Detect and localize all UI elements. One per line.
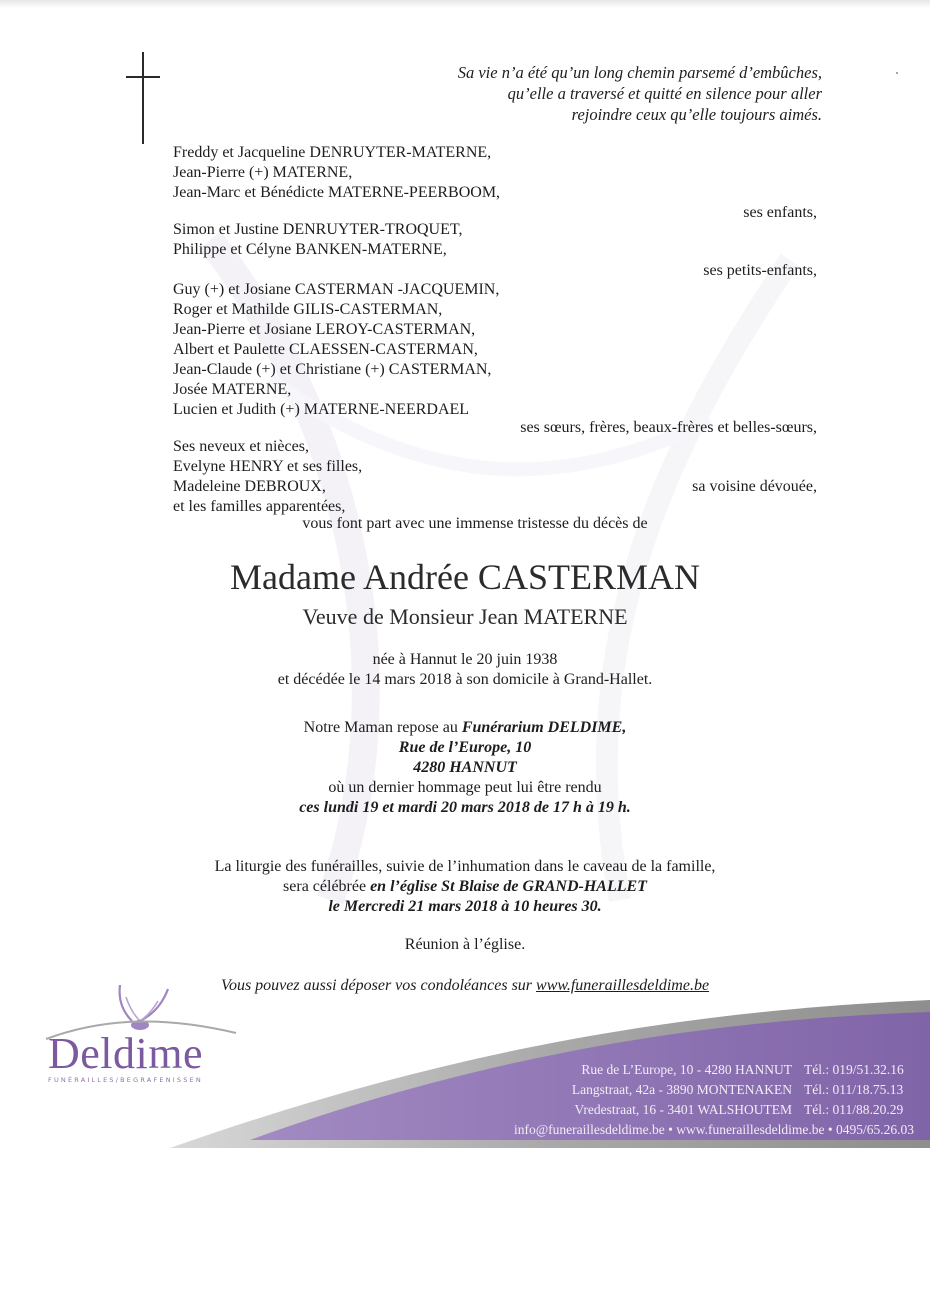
family-name: Jean-Pierre et Josiane LEROY-CASTERMAN,	[173, 321, 476, 338]
family-name: Guy (+) et Josiane CASTERMAN -JACQUEMIN,	[173, 281, 500, 298]
siblings-list	[173, 280, 499, 420]
epitaph-line: qu’elle a traversé et quitté en silence pour aller	[507, 84, 822, 103]
widow-of: Veuve de Monsieur Jean MATERNE	[302, 604, 628, 629]
address: Langstraat, 42a - 3890 MONTENAKEN	[571, 1082, 792, 1097]
life-dates	[0, 650, 930, 690]
birth-line: née à Hannut le 20 juin 1938	[372, 651, 558, 668]
contact-line: info@funeraillesdeldime.be • www.funeraillesdeldime.be • 0495/65.26.03	[513, 1122, 914, 1137]
funerarium-city: 4280 HANNUT	[413, 759, 517, 776]
others-relation: sa voisine dévouée,	[692, 478, 817, 495]
family-name: Roger et Mathilde GILIS-CASTERMAN,	[173, 301, 443, 318]
address-row	[514, 1100, 914, 1120]
family-name: Josée MATERNE,	[173, 381, 292, 398]
family-name: Ses neveux et nièces,	[173, 438, 309, 455]
condolences-text: Vous pouvez aussi déposer vos condoléances sur	[220, 977, 537, 994]
family-name: Freddy et Jacqueline DENRUYTER-MATERNE,	[173, 144, 492, 161]
epitaph	[302, 62, 822, 125]
epitaph-line: Sa vie n’a été qu’un long chemin parsemé d’embûches,	[457, 63, 822, 82]
funerarium-name: Funérarium DELDIME,	[461, 719, 627, 736]
family-name: Evelyne HENRY et ses filles,	[173, 458, 363, 475]
address: Rue de L’Europe, 10 - 4280 HANNUT	[581, 1062, 792, 1077]
scan-speck	[896, 72, 898, 74]
family-name: Jean-Claude (+) et Christiane (+) CASTERMAN,	[173, 361, 492, 378]
cross-icon	[124, 52, 164, 144]
grandchildren-relation: ses petits-enfants,	[703, 262, 817, 279]
liturgy-date: le Mercredi 21 mars 2018 à 10 heures 30.	[328, 898, 602, 915]
condolences-link[interactable]: www.funeraillesdeldime.be	[536, 977, 710, 994]
children-list	[173, 143, 500, 203]
family-name: Albert et Paulette CLAESSEN-CASTERMAN,	[173, 341, 478, 358]
death-line: et décédée le 14 mars 2018 à son domicile à Grand-Hallet.	[277, 671, 653, 688]
rest-intro: Notre Maman repose au	[303, 719, 462, 736]
phone: Tél.: 019/51.32.16	[804, 1062, 904, 1077]
epitaph-line: rejoindre ceux qu’elle toujours aimés.	[571, 105, 822, 124]
logo-name: Deldime	[48, 1029, 204, 1078]
family-name: Simon et Justine DENRUYTER-TROQUET,	[173, 221, 463, 238]
phone: Tél.: 011/88.20.29	[804, 1102, 904, 1117]
logo-tagline: FUNÉRAILLES/BEGRAFENISSEN	[48, 1076, 203, 1084]
children-relation: ses enfants,	[743, 204, 817, 221]
address-row	[514, 1060, 914, 1080]
liturgy-info	[0, 857, 930, 917]
church-name: en l’église St Blaise de GRAND-HALLET	[370, 878, 647, 895]
funerarium-info	[0, 718, 930, 818]
family-name: Philippe et Célyne BANKEN-MATERNE,	[173, 241, 447, 258]
grandchildren-list	[173, 220, 462, 260]
meeting: Réunion à l’église.	[404, 936, 526, 953]
family-name: et les familles apparentées,	[173, 498, 346, 515]
funerarium-street: Rue de l’Europe, 10	[398, 739, 532, 756]
liturgy-line-1: La liturgie des funérailles, suivie de l’inhumation dans le caveau de la famille,	[214, 858, 716, 875]
address-row	[514, 1080, 914, 1100]
siblings-relation: ses sœurs, frères, beaux-frères et belles-sœurs,	[520, 419, 817, 436]
address: Vredestraat, 16 - 3401 WALSHOUTEM	[574, 1102, 792, 1117]
visiting-dates: ces lundi 19 et mardi 20 mars 2018 de 17 h à 19 h.	[299, 799, 631, 816]
family-name: Jean-Marc et Bénédicte MATERNE-PEERBOOM,	[173, 184, 501, 201]
announcement: vous font part avec une immense tristesse du décès de	[302, 515, 648, 532]
others-list	[173, 437, 362, 517]
rest-line	[0, 718, 930, 738]
family-name: Lucien et Judith (+) MATERNE-NEERDAEL	[173, 401, 470, 418]
deceased-name: Madame Andrée CASTERMAN	[230, 557, 700, 597]
homage-line: où un dernier hommage peut lui être rendu	[328, 779, 602, 796]
footer-addresses	[514, 1060, 914, 1140]
family-name: Madeleine DEBROUX,	[173, 478, 326, 495]
family-name: Jean-Pierre (+) MATERNE,	[173, 164, 353, 181]
liturgy-prefix: sera célébrée	[283, 878, 371, 895]
phone: Tél.: 011/18.75.13	[804, 1082, 904, 1097]
scan-edge	[0, 0, 930, 8]
liturgy-line-2	[0, 877, 930, 897]
